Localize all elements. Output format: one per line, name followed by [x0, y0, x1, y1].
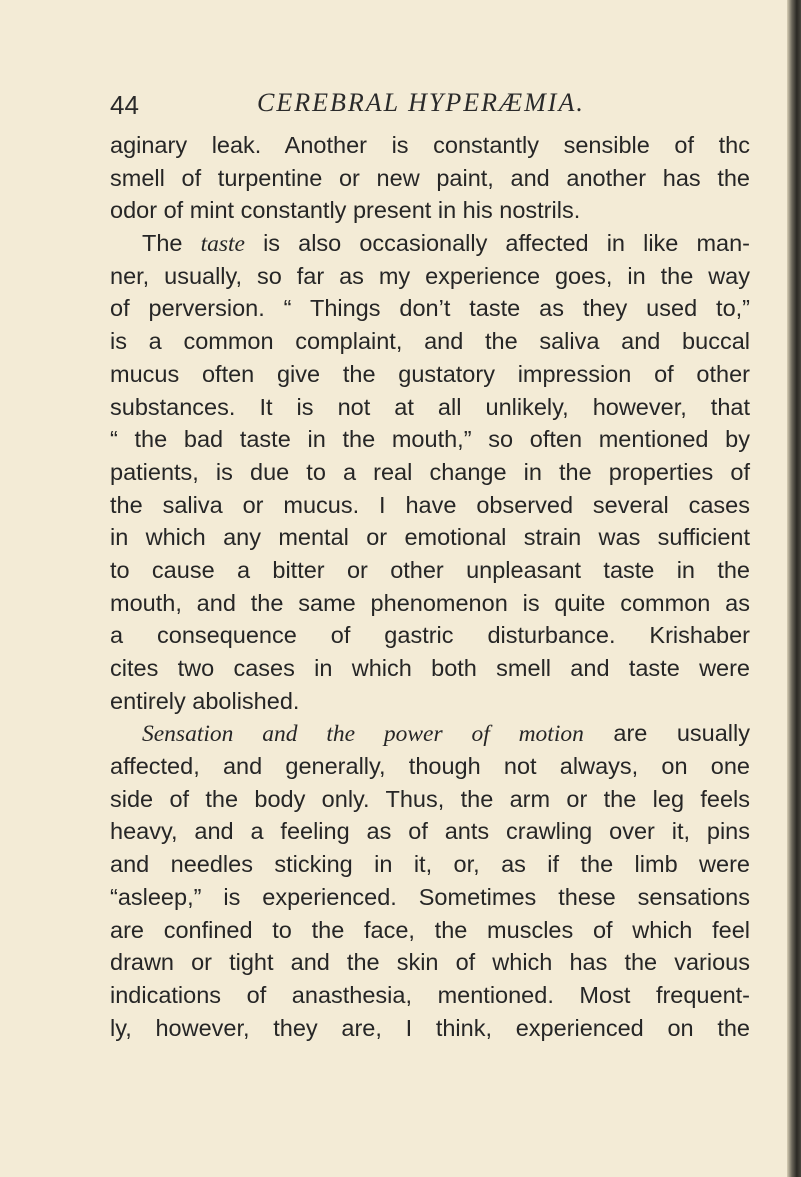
text-line: in which any mental or emotional strain was sufficient: [110, 524, 750, 551]
text-line: ner, usually, so far as my experience goes, in the way: [110, 262, 750, 289]
text-line: entirely abolished.: [110, 687, 300, 714]
page-number: 44: [110, 90, 139, 120]
text-line: a consequence of gastric disturbance. Krishaber: [110, 622, 750, 649]
text-line: smell of turpentine or new paint, and another has the: [110, 164, 750, 191]
text-line: substances. It is not at all unlikely, however, that: [110, 393, 750, 420]
text-line: indications of anasthesia, mentioned. Most frequent-: [110, 981, 750, 1008]
text-line: cites two cases in which both smell and taste were: [110, 655, 750, 681]
text-line: “ the bad taste in the mouth,” so often mentioned by: [110, 426, 750, 453]
text-line: The taste is also occasionally affected in like man-: [142, 230, 750, 258]
text-line: drawn or tight and the skin of which has the various: [110, 949, 750, 976]
text-line: side of the body only. Thus, the arm or the leg feels: [110, 785, 750, 812]
text-line: and needles sticking in it, or, as if the limb were: [110, 851, 750, 878]
running-head: [110, 88, 750, 128]
text-line: are confined to the face, the muscles of which feel: [110, 916, 750, 943]
italic-term: Sensation and the power of motion: [142, 721, 584, 748]
text-line: affected, and generally, though not always, on one: [110, 753, 750, 780]
page-edge: [787, 0, 801, 1177]
italic-term: taste: [200, 231, 245, 258]
text-line: of perversion. “ Things don’t taste as they used to,”: [110, 295, 750, 322]
text-line: to cause a bitter or other unpleasant taste in the: [110, 556, 750, 583]
text-line: odor of mint constantly present in his nostrils.: [110, 197, 581, 224]
text-line: heavy, and a feeling as of ants crawling over it, pins: [110, 818, 750, 845]
running-title: CEREBRAL HYPERÆMIA.: [257, 88, 585, 117]
text-line: patients, is due to a real change in the properties of: [110, 458, 750, 485]
text-line: the saliva or mucus. I have observed several cases: [110, 491, 750, 518]
text-line: Sensation and the power of motion are usually: [142, 720, 750, 748]
text-line: ly, however, they are, I think, experienced on the: [110, 1014, 750, 1041]
text-line: aginary leak. Another is constantly sensible of thc: [110, 132, 750, 158]
text-line: mouth, and the same phenomenon is quite common as: [110, 589, 750, 616]
text-line: “asleep,” is experienced. Sometimes these sensations: [110, 883, 750, 910]
body-text: [110, 129, 750, 1044]
text-line: is a common complaint, and the saliva and buccal: [110, 328, 750, 355]
text-line: mucus often give the gustatory impression of other: [110, 360, 750, 387]
